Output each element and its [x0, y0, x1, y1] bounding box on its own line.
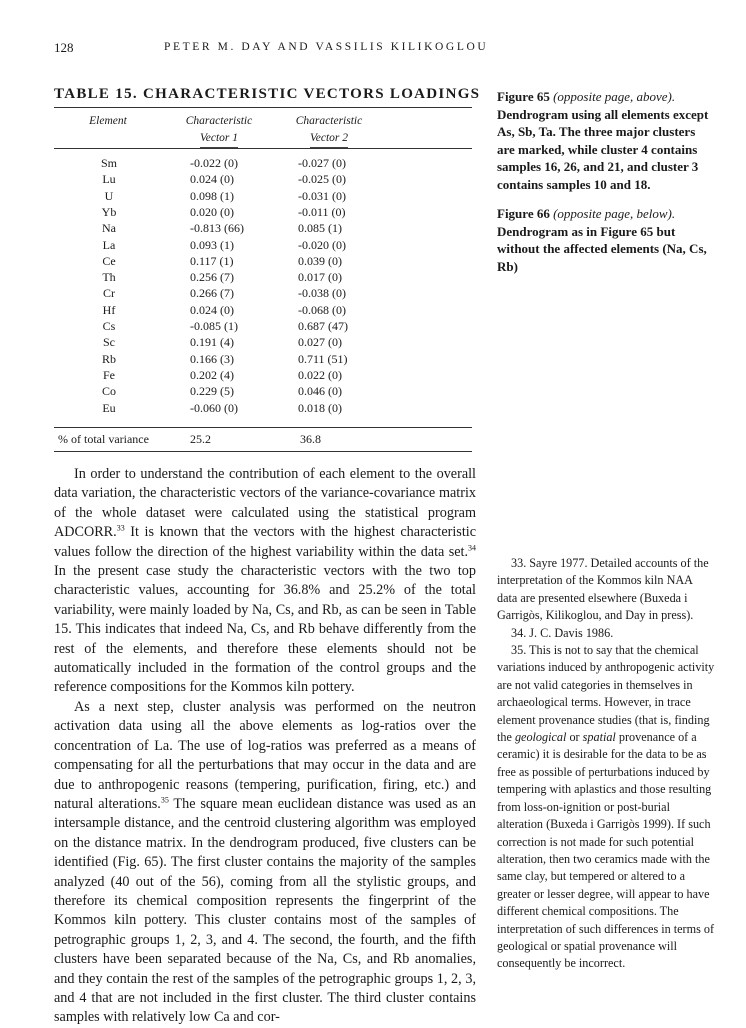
table-row — [54, 334, 474, 351]
table-top-rule — [54, 107, 472, 108]
vector2-cell: 0.018 (0) — [298, 400, 342, 415]
table-row — [54, 400, 474, 417]
element-cell: Sm — [100, 156, 117, 170]
footnote-34: 34. J. C. Davis 1986. — [511, 625, 614, 640]
element-cell: Sc — [103, 335, 115, 350]
vector1-cell: -0.060 (0) — [190, 400, 238, 415]
vector2-cell: -0.027 (0) — [298, 156, 346, 170]
vector2-cell: 0.017 (0) — [298, 270, 342, 285]
element-cell: Th — [102, 270, 116, 285]
element-cell: Cr — [103, 286, 115, 301]
vector1-cell: 0.266 (7) — [190, 286, 234, 301]
table-row — [54, 237, 474, 254]
vector2-cell: -0.031 (0) — [298, 188, 346, 203]
vector2-cell: -0.038 (0) — [298, 286, 346, 301]
table-row — [54, 269, 474, 286]
table-row — [54, 383, 474, 400]
element-cell: Yb — [101, 204, 117, 219]
element-cell: Eu — [102, 400, 116, 415]
footnote-33: 33. Sayre 1977. Detailed accounts of the interpretation of the Kommos kiln NAA data are presented elsewhere (Buxeda i Garrigòs, Kilikoglou, and Day in press). — [497, 556, 709, 623]
vector1-cell: 0.024 (0) — [190, 302, 234, 317]
figure-66-caption — [497, 205, 712, 275]
figure-66-text: Dendrogram as in Figure 65 but without the affected elements (Na, Cs, Rb) — [497, 223, 707, 274]
table-header-element: Element — [89, 115, 127, 127]
vector1-cell: 0.098 (1) — [190, 188, 234, 203]
footnotes — [497, 555, 715, 973]
vector2-cell: 0.022 (0) — [298, 367, 342, 382]
variance-vector1: 25.2 — [190, 432, 211, 446]
table-header-vector2-top: Characteristic — [295, 115, 363, 127]
vector2-cell: 0.687 (47) — [298, 319, 348, 333]
figure-66-label: Figure 66 — [497, 206, 550, 221]
footnote-35: 35. This is not to say that the chemical variations induced by anthropogenic activity are not valid categories in themselves in archaeological terms. However, in trace element provenance studies (that is, finding the geological or spatial provenance of a ceramic) it is desirable for the data to be as free as possible of perturbations induced by tempering with aplastics and those resulting from loss-on-ignition or post-burial alteration (Buxeda i Garrigòs 1999). If such correction is not made for such potential alteration, then two ceramics made with the same clay, but tempered or altered to a greater or lesser degree, will appear to have different chemical compositions. The interpretation of such differences in terms of geological or spatial provenance will consequently be incorrect. — [497, 643, 715, 971]
table-header-vector2 — [288, 113, 370, 148]
vector1-cell: 0.202 (4) — [190, 367, 234, 382]
footnote-ref-34: 34 — [468, 542, 476, 552]
table-row — [54, 204, 474, 221]
table-row — [54, 171, 474, 188]
element-cell: Na — [102, 221, 116, 236]
vector1-cell: 0.191 (4) — [190, 335, 234, 350]
table-header-rule — [54, 148, 472, 149]
variance-label: % of total variance — [58, 432, 149, 446]
body-paragraph-1: In order to understand the contribution of each element to the overall data variation, the characteristic vectors of the variance-covariance matrix of the whole dataset were calculated using the statistical program ADCORR.$^{33}$ It is known that the vectors with the highest characteristic values follow the direction of the highest variability within the data set.$^{34}$ In the present case study the characteristic vectors with the two top characteristic values, accounting for 36.8% and 25.2% of the total variability, were mainly loaded by Na, Cs, and Rb, as can be seen in Table 15. This indicates that indeed Na, Cs, and Rb behave differently from the rest of the elements, and therefore these elements should not be automatically included in the formation of the control groups and the reference compositions for the Kommos kiln pottery. — [54, 466, 476, 696]
vector2-cell: -0.020 (0) — [298, 237, 346, 252]
table-bottom-rule — [54, 451, 472, 452]
table-row — [54, 302, 474, 319]
vector2-cell: 0.711 (51) — [298, 351, 348, 366]
table-header-vector1 — [178, 113, 260, 148]
vector2-cell: 0.085 (1) — [298, 221, 342, 236]
element-cell: Lu — [102, 172, 116, 187]
vector1-cell: -0.813 (66) — [190, 221, 244, 236]
vector2-cell: 0.027 (0) — [298, 335, 342, 350]
vector1-cell: 0.166 (3) — [190, 351, 234, 366]
vector1-cell: 0.020 (0) — [190, 204, 234, 219]
table-header-vector1-sub: Vector 1 — [200, 130, 238, 148]
element-cell: Rb — [101, 351, 116, 366]
table-row — [54, 367, 474, 384]
element-cell: La — [102, 237, 116, 252]
vector1-cell: 0.229 (5) — [190, 384, 234, 399]
vector2-cell: -0.025 (0) — [298, 172, 346, 187]
footnote-ref-33: 33 — [116, 523, 125, 533]
element-cell: Cs — [102, 319, 116, 333]
table-row — [54, 188, 474, 205]
element-cell: Co — [101, 384, 116, 399]
page-number: 128 — [54, 40, 74, 55]
running-head: PETER M. DAY AND VASSILIS KILIKOGLOU — [164, 41, 489, 53]
body-text — [54, 465, 476, 1028]
figure-65-caption — [497, 88, 712, 193]
table-row — [54, 155, 474, 172]
element-cell: Hf — [102, 302, 116, 317]
vector1-cell: 0.256 (7) — [190, 270, 234, 285]
vector2-cell: -0.068 (0) — [298, 302, 346, 317]
vector2-cell: 0.046 (0) — [298, 384, 342, 399]
table-row — [54, 253, 474, 270]
vector1-cell: 0.093 (1) — [190, 237, 234, 252]
vector1-cell: -0.022 (0) — [190, 156, 238, 170]
vector2-cell: -0.011 (0) — [298, 204, 346, 219]
table-row — [54, 318, 474, 335]
figure-65-location: (opposite page, above). — [553, 89, 676, 104]
vector1-cell: 0.117 (1) — [190, 253, 234, 268]
element-cell: Ce — [102, 253, 116, 268]
table-header-vector2-sub: Vector 2 — [310, 130, 348, 148]
body-paragraph-2: As a next step, cluster analysis was performed on the neutron activation data using all the above elements as log-ratios over the concentration of La. The use of log-ratios was preferred as a means of compensating for all the perturbations that may occur in the data and are due to anthropogenic reasons (tempering, purification, firing, etc.) and natural alterations.$^{35}$ The square mean euclidean distance was used as an intersample distance, and the centroid clustering algorithm was employed on the distance matrix. In the dendrogram produced, five clusters can be identified (Fig. 65). The first cluster contains the majority of the samples analyzed (40 out of the 56), coming from all the stylistic groups, and therefore its chemical composition represents the fingerprint of the Kommos kiln pottery. This cluster contains most of the samples of petrographic groups 1, 2, 3, and 4. The second, the fourth, and the fifth clusters have been separated because of the Na, Cs, and Rb anomalies, and they contain the rest of the samples of the petrographic groups 1, 2, 3, and 4 that are not included in the first cluster. The third cluster contains samples with relatively low Ca and cor- — [54, 698, 476, 1026]
figure-65-label: Figure 65 — [497, 89, 550, 104]
vector2-cell: 0.039 (0) — [298, 253, 342, 268]
variance-vector2: 36.8 — [300, 432, 321, 446]
element-cell: U — [104, 188, 114, 203]
table-row — [54, 351, 474, 368]
vector1-cell: -0.085 (1) — [190, 319, 238, 333]
table-row — [54, 285, 474, 302]
vector1-cell: 0.024 (0) — [190, 172, 234, 187]
figure-66-location: (opposite page, below). — [553, 206, 676, 221]
table-variance-rule — [54, 427, 472, 428]
table-header-vector1-top: Characteristic — [185, 115, 253, 127]
footnote-ref-35: 35 — [160, 795, 169, 805]
table-title: TABLE 15. CHARACTERISTIC VECTORS LOADINGS — [54, 86, 481, 102]
element-cell: Fe — [103, 367, 115, 382]
figure-65-text: Dendrogram using all elements except As, Sb, Ta. The three major clusters are marked, while cluster 4 contains samples 16, 26, and 21, and cluster 3 contains samples 10 and 18. — [497, 106, 709, 192]
table-row — [54, 220, 474, 237]
